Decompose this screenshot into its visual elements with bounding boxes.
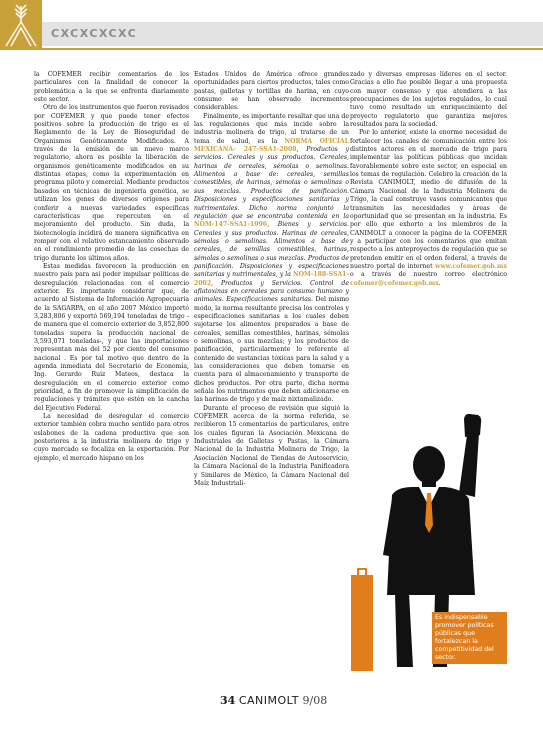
page-number: 34 [220,694,236,707]
paragraph: zado y diversas empresas líderes en el sector. Gracias a ello fue posible llegar a una propuesta con mayor consenso y que atendiera a las preocupaciones de los sujetos regulados, lo cual tuvo como resultado un enriquecimiento del proyecto regulatorio que garantiza mejores resultados para la sociedad. [350,71,507,129]
website-link[interactable]: www.cofemer.gob.mx [435,262,507,270]
text-run: . [438,279,441,287]
paragraph: Durante el proceso de revisión que siguió la COFEMER acerca de la norma referida, se recibieron 15 comentarios de particulares, entre los cuales figuran la Asociación Mexicana de Industriales de Galletas y Pastas, la Cámara Nacional de la Industria Molinera de Trigo, la Asociación Nacional de Tiendas de Autoservicio, la Cámara Nacional de la Industria Panificadora y Similares de México, la Cámara Nacional del Maíz Industriali- [194,404,349,487]
paragraph: Estas medidas favorecen la producción en nuestro país para así poder impulsar políticas de desregulación relacionadas con el comercio exterior. Es importante considerar que, de acuerdo al Sistema de Información Agropecuaria de la SAGARPA, en el año 2007 México importó 3,283,806 y exportó 569,194 toneladas de trigo -de manera que el comercio exterior de 3,852,800 toneladas supera la producción nacional de 3,593,071 toneladas-, y que las importaciones representan más del 52 por ciento del consumo nacional . Es por tal motivo que dentro de la agenda inmediata del Secretario de Economía, Ing. Gerardo Ruiz Mateos, destaca la desregulación en el comercio exterior como prioridad, a fin de promover la simplificación de regulaciones y trámites que estén en la cancha del Ejecutivo Federal. [34,262,189,412]
text-column-1 [34,71,189,463]
paragraph: Otro de los instrumentos que fueron revisados por COFEMER y que puede tener efectos positivos sobre la producción de trigo es el Reglamento de la Ley de Bioseguridad de Organismos Genéticamente Modificados. A través de la emisión de un nuevo marco regulatorio, ahora es posible la liberación de organismos genéticamente modificados en su distintas etapas, como la experimentación en programa piloto y comercial. Mediante productos basados en técnicas de ingeniería genética, se utilizan los genes de diversos orígenes para conferir a nuevas variedades específicas características que repercuten en el mejoramiento del producto. Sin duda, la biotecnología incidirá de manera significativa en romper con el relativo estancamiento observado en el rendimiento promedio de las cosechas de trigo durante los últimos años. [34,104,189,262]
page-footer [220,694,327,707]
magazine-brand: CANIMOLT [238,694,299,707]
text-run: Por lo anterior, existe la enorme necesidad de fortalecer los canales de comunicación entre los distintos actores en el mercado de trigo para implementar las políticas públicas que incidan favorablemente sobre este sector, en especial en los temas de regulación. Celebro la creación de la Revista CANIMOLT, medio de difusión de la Cámara Nacional de la Industria Molinera de Trigo, la cual construye vasos comunicantes que transmiten las necesidades y áreas de oportunidad que se presentan en la industria. Es por ello que exhorto a los miembros de la CANIMOLT a conocer la página de la COFEMER y a participar con los comentarios que emitan respecto a los anteproyectos de regulación que se pretenden emitir en el orden federal, a través de nuestro portal de internet [350,129,507,270]
paragraph [194,113,349,405]
figure-caption: Es indispensable promover políticas públicas que fortalezcan la competitividad del sector. [432,612,507,664]
norm-reference: NOM-147-SSA1-1996 [194,221,268,229]
text-run: o a través de nuestro correo electrónico [350,271,507,279]
text-run: Del mismo modo, la norma resultante precisa los controles y especificaciones sanitarias a los cuales deben sujetarse los alimentos preparados a base de cereales, semillas comestibles, harinas, sémolas o semolinas, o sus mezclas; y los productos de panificación, particularmente lo referente al contenido de sustancias tóxicas para la salud y a las consideraciones que deben tomarse en cuenta para el almacenamiento y transporte de dichos productos. Por otra parte, dicha norma señala los nutrimentos que deben adicionarse en las harinas de trigo y de maíz nixtamalizado. [194,296,349,404]
wheat-logo-icon [0,0,42,50]
norm-reference: NOM-188-SSA1-2002 [194,271,349,287]
email-link[interactable]: cofemer@cofemer.gob.mx [350,279,439,287]
text-column-2 [194,71,349,488]
issue-date: 9/08 [302,694,328,707]
paragraph: La necesidad de desregular el comercio exterior también cobra mucho sentido para otros eslabones de la cadena productiva que son posteriores a la industria molinera de trigo y cuyo mercado se focaliza en la exportación. Por ejemplo, el mercado hispano en los [34,413,189,462]
text-column-3 [350,71,507,288]
norm-title: , Productos y servicios. Cereales y sus productos. Cereales, harinas de cereales, sémolas o semolinas. Alimentos a base de: cereales, semillas comestibles, de harinas, sémolas o semolinas o sus mezclas. Productos de panificación. Disposiciones y especificaciones sanitarias y nutrimentales. Dicha norma conjuntó la regulación que se encontraba contenida en la [194,146,350,220]
norm-title: , Bienes y servicios. Cereales y sus productos. Harinas de cereales, sémolas o semolinas. Alimentos a base de cereales, de semillas comestibles, harinas, sémolas o semolinas o sus mezclas. Productos de panificación. Disposiciones y especificaciones sanitarias y nutrimentales, y la [194,221,349,279]
paragraph: la COFEMER recibir comentarios de los particulares con la finalidad de conocer la problemática a la que se enfrenta diariamente este sector. [34,71,189,104]
page-header [0,0,543,50]
paragraph [350,129,507,288]
paragraph: Estados Unidos de América ofrece grandes oportunidades para ciertos productos, tales como pastas, galletas y tortillas de harina, en cuyo consumo se han observado incrementos considerables. [194,71,349,112]
header-rule [42,48,543,50]
norm-reference: NORMA OFICIAL MEXICANA- 247-SSA1-2008 [194,137,349,154]
text-run: Finalmente, es importante resaltar que una de las regulaciones que más incide sobre la industria molinera de trigo, al tratarse de un tema de salud, es la [194,112,349,145]
section-label: CXCXCXCXC [51,27,138,40]
norm-title: , Productos y Servicios. Control de aflatoxinas en cereales para consumo humano y animales. Especificaciones sanitarias. [194,279,349,304]
